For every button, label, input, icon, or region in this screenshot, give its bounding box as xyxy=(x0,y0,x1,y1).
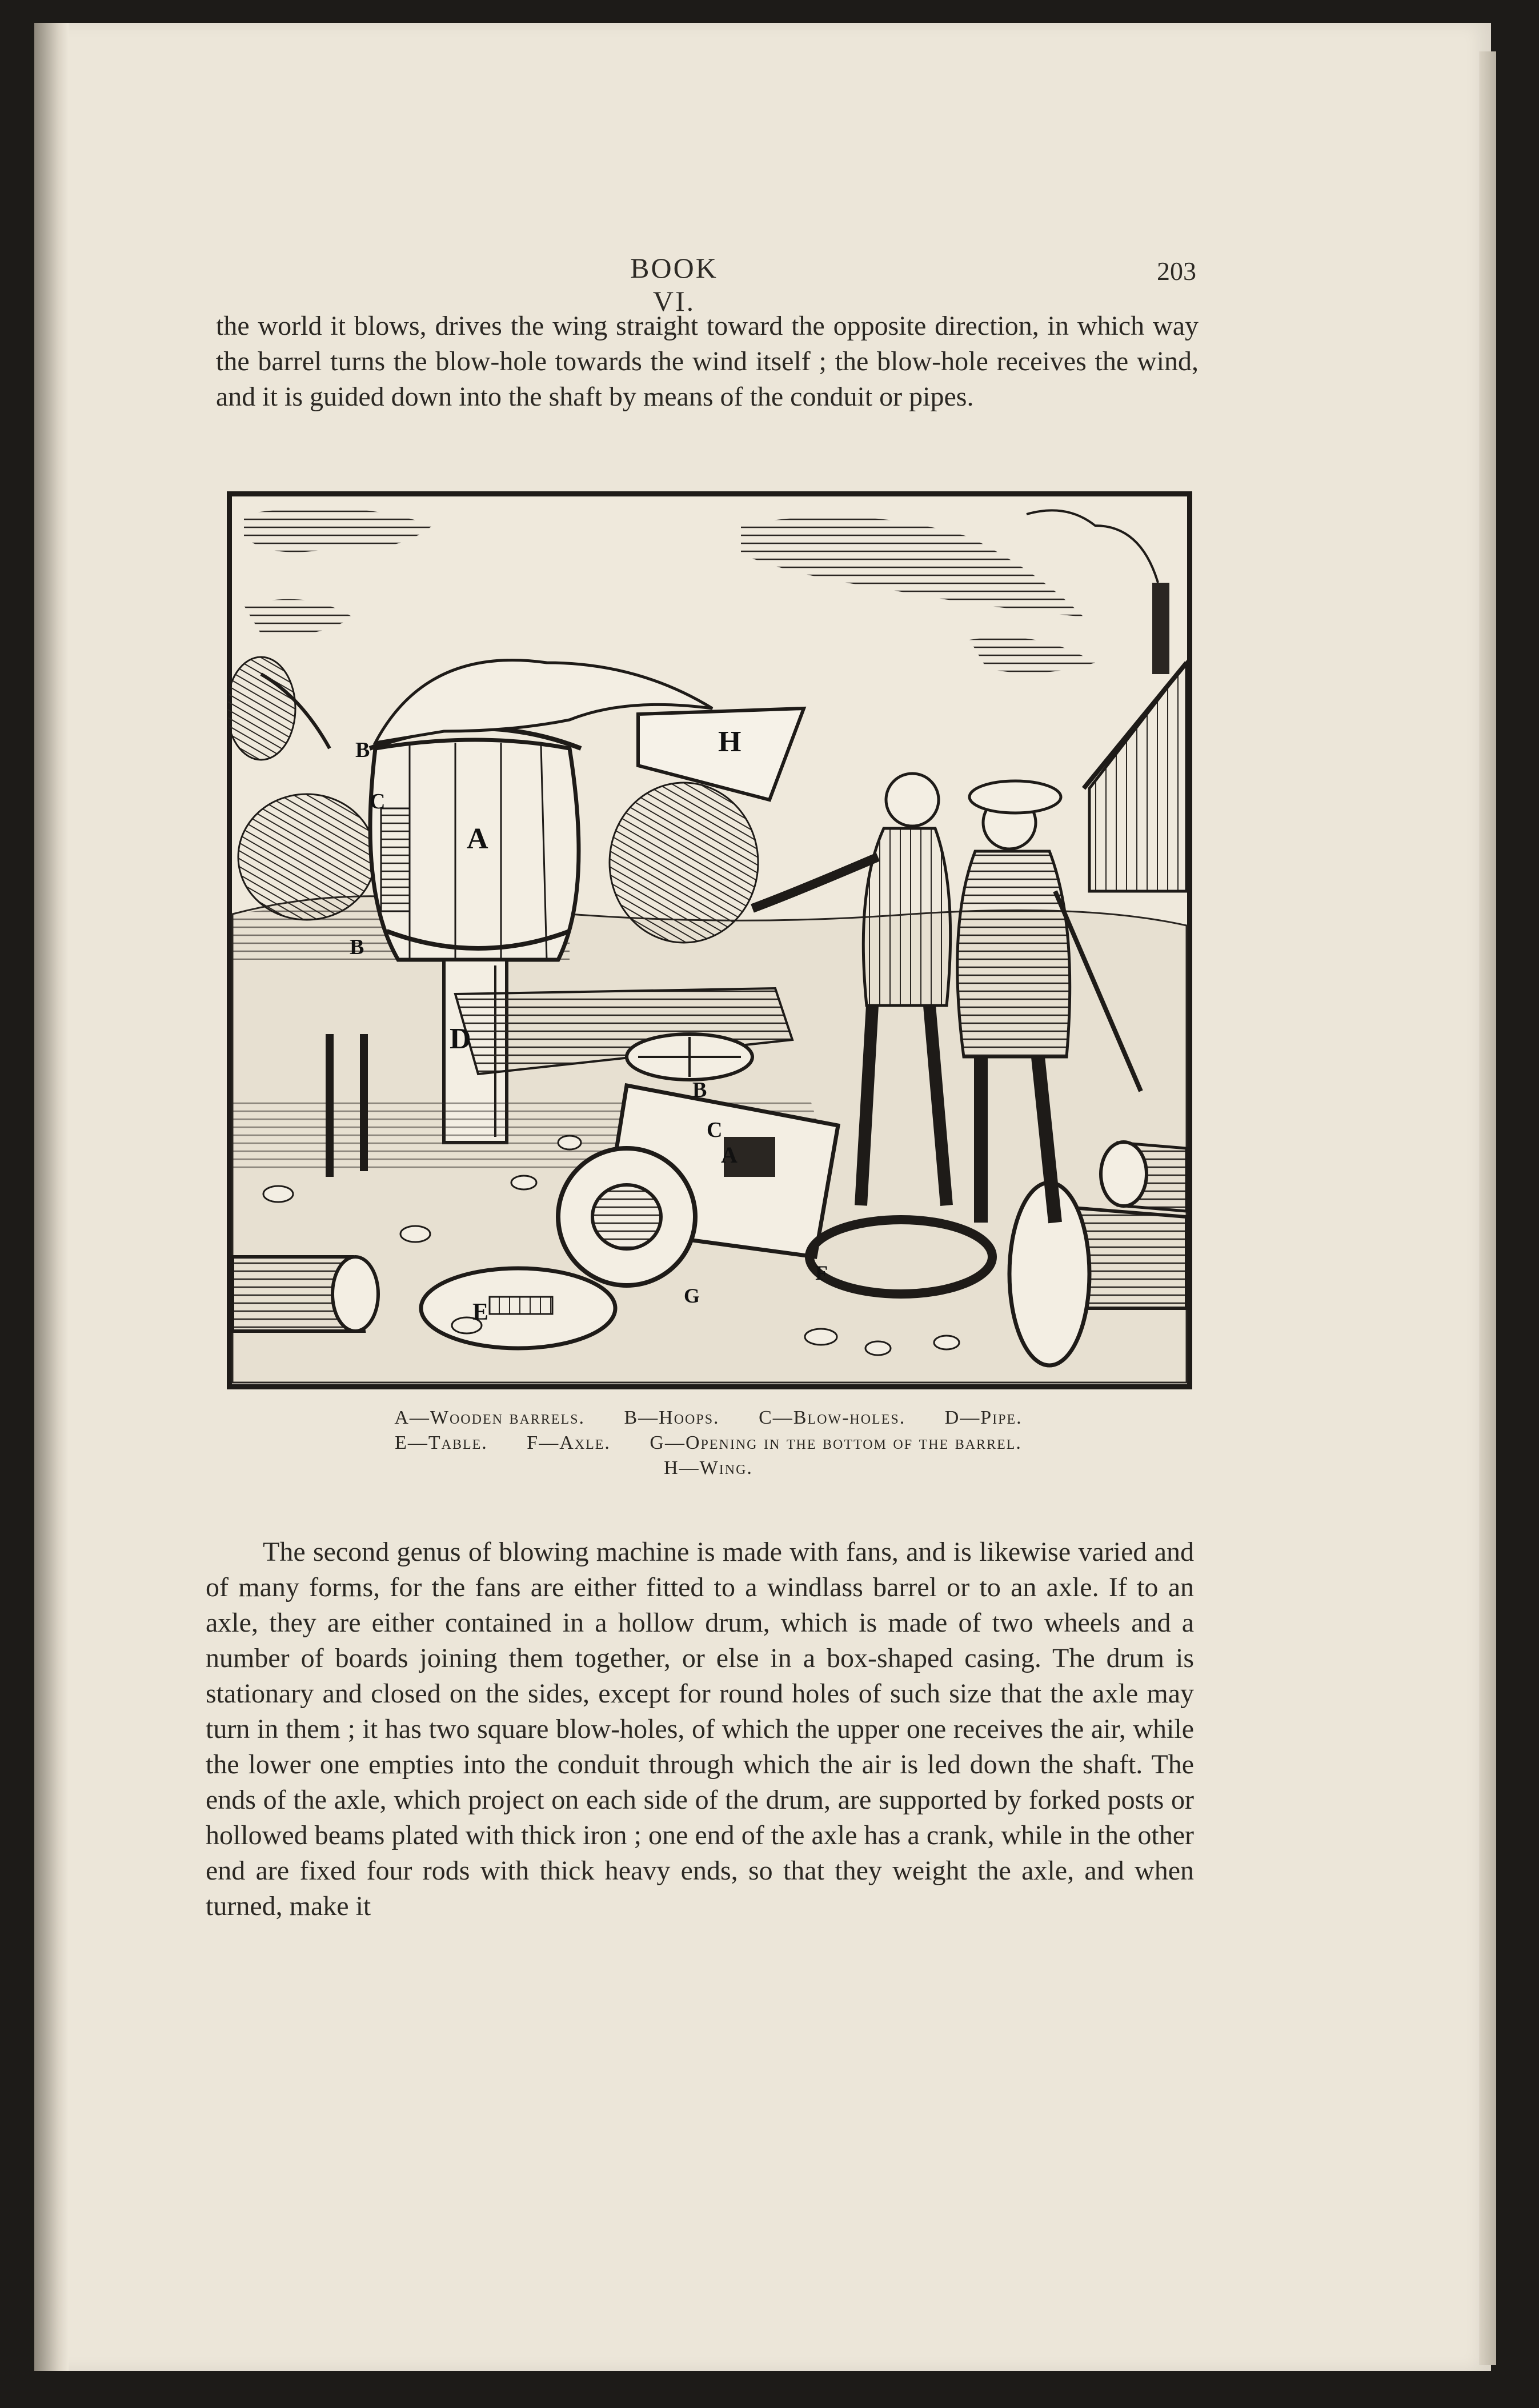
page-gutter xyxy=(34,23,69,2371)
label-f: F xyxy=(815,1261,828,1284)
page-number: 203 xyxy=(1157,257,1196,286)
caption-b: B—Hoops. xyxy=(624,1407,720,1428)
label-b-3: B xyxy=(692,1078,707,1102)
label-b-2: B xyxy=(350,935,364,959)
label-a-2: A xyxy=(721,1142,738,1168)
caption-a: A—Wooden barrels. xyxy=(394,1407,585,1428)
caption-e: E—Table. xyxy=(395,1432,488,1453)
paragraph-bottom: The second genus of blowing machine is made with fans, and is likewise varied and of many forms, for the fans are either fitted to a windlass barrel or to an axle. If to an axle, they are either contained in a hollow drum, which is made of two wheels and a number of boards joining them together, or else in a box-shaped casing. The drum is stationary and closed on the sides, except for round holes of such size that the axle may turn in them ; it has two square blow-holes, of which the upper one receives the air, while the lower one empties into the conduit through which the air is led down the shaft. The ends of the axle, which project on each side of the drum, are supported by forked posts or hollowed beams plated with thick iron ; one end of the axle has a crank, while in the other end are fixed four rods with thick heavy ends, so that they weight the axle, and when turned, make it xyxy=(206,1537,1194,1921)
woodcut-illustration xyxy=(227,491,1192,1389)
label-a: A xyxy=(467,823,488,855)
caption-f: F—Axle. xyxy=(527,1432,611,1453)
caption-h: H—Wing. xyxy=(664,1457,753,1479)
caption-d: D—Pipe. xyxy=(944,1407,1023,1428)
caption-g: G—Opening in the bottom of the barrel. xyxy=(650,1432,1022,1453)
label-g: G xyxy=(684,1284,700,1307)
label-b: B xyxy=(355,738,370,762)
caption-c: C—Blow-holes. xyxy=(759,1407,906,1428)
label-d: D xyxy=(450,1023,471,1055)
label-e: E xyxy=(472,1299,489,1325)
label-h: H xyxy=(718,726,742,758)
running-head: BOOK VI. xyxy=(630,252,718,317)
label-c-2: C xyxy=(707,1118,723,1142)
page-fore-edge xyxy=(1480,51,1496,2365)
label-c: C xyxy=(370,790,386,814)
paragraph-top: the world it blows, drives the wing straight toward the opposite direction, in which way the barrel turns the blow-hole towards the wind itself ; the blow-hole receives the wind, and it is guided down into the shaft by means of the conduit or pipes. xyxy=(216,311,1199,412)
figure-caption xyxy=(217,1405,1200,1481)
